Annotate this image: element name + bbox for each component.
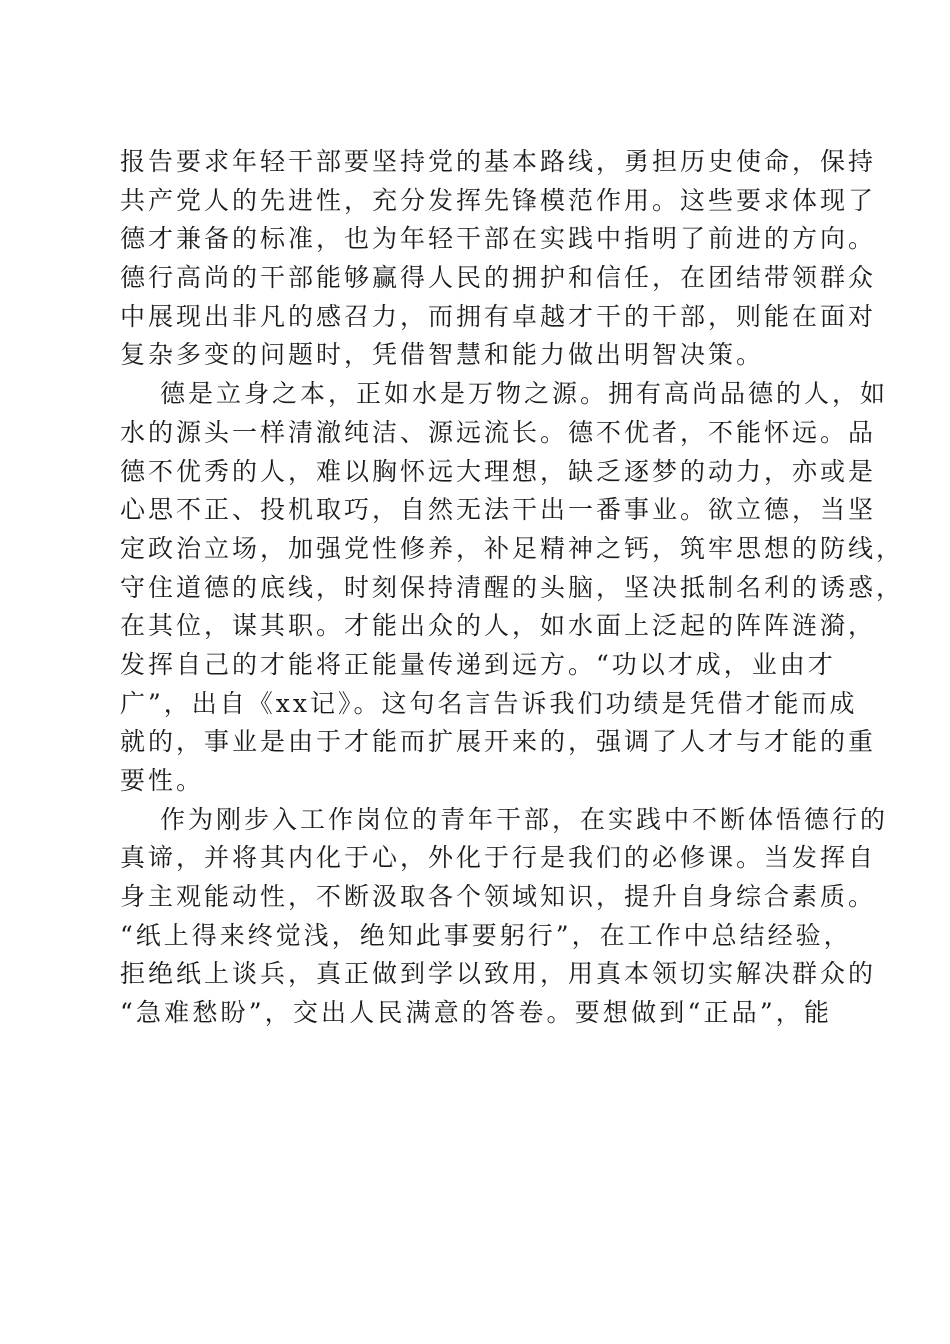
text-line: 复杂多变的问题时，凭借智慧和能力做出明智决策。 — [120, 340, 765, 370]
text-line: 真谛，并将其内化于心，外化于行是我们的必修课。当发挥自 — [120, 843, 877, 873]
text-line: 德不优秀的人，难以胸怀远大理想，缺乏逐梦的动力，亦或是 — [120, 456, 877, 486]
text-line: 德行高尚的干部能够赢得人民的拥护和信任，在团结带领群众 — [120, 263, 877, 293]
text-line: 报告要求年轻干部要坚持党的基本路线，勇担历史使命，保持 — [120, 147, 877, 176]
text-line: 水的源头一样清澈纯洁、源远流长。德不优者，不能怀远。品 — [120, 417, 877, 447]
text-line: 中展现出非凡的感召力，而拥有卓越才干的干部，则能在面对 — [120, 301, 877, 331]
text-line: “纸上得来终觉浅，绝知此事要躬行”，在工作中总结经验， — [120, 920, 852, 950]
paragraph-first-line: 德是立身之本，正如水是万物之源。拥有高尚品德的人，如 — [160, 379, 889, 409]
document-body — [120, 143, 905, 1033]
paragraph-first-line: 作为刚步入工作岗位的青年干部，在实践中不断体悟德行的 — [160, 804, 889, 834]
text-line: 德才兼备的标准，也为年轻干部在实践中指明了前进的方向。 — [120, 224, 877, 254]
text-line: 广”，出自《xx记》。这句名言告诉我们功绩是凭借才能而成 — [120, 688, 858, 718]
text-line: 身主观能动性，不断汲取各个领域知识，提升自身综合素质。 — [120, 882, 877, 912]
text-line: 定政治立场，加强党性修养，补足精神之钙，筑牢思想的防线， — [120, 533, 905, 563]
text-line: 心思不正、投机取巧，自然无法干出一番事业。欲立德，当坚 — [120, 495, 877, 525]
text-line: “急难愁盼”，交出人民满意的答卷。要想做到“正品”，能 — [120, 998, 832, 1028]
text-line: 守住道德的底线，时刻保持清醒的头脑，坚决抵制名利的诱惑， — [120, 572, 905, 602]
text-line: 就的，事业是由于才能而扩展开来的，强调了人才与才能的重 — [120, 727, 877, 757]
text-line: 发挥自己的才能将正能量传递到远方。“功以才成，业由才 — [120, 649, 836, 679]
text-line: 拒绝纸上谈兵，真正做到学以致用，用真本领切实解决群众的 — [120, 959, 877, 989]
text-line: 共产党人的先进性，充分发挥先锋模范作用。这些要求体现了 — [120, 185, 877, 215]
text-line: 在其位，谋其职。才能出众的人，如水面上泛起的阵阵涟漪， — [120, 611, 877, 641]
text-line: 要性。 — [120, 766, 205, 795]
